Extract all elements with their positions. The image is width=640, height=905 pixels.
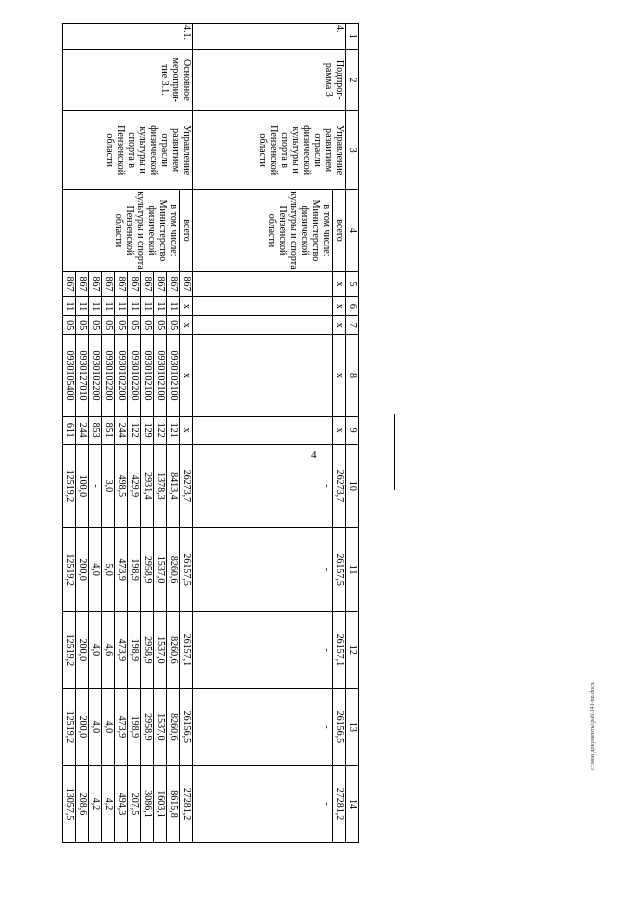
row-41-total-c6: x [180, 297, 193, 316]
sub-4-c8: 0930102200 [128, 335, 141, 416]
sub-3-c9: 129 [141, 416, 154, 444]
header-col-14: 14 [346, 765, 359, 842]
sub-9-c12: 12519,2 [63, 611, 76, 688]
sub-9-c13: 12519,2 [63, 688, 76, 765]
sub-4-c14: 207,5 [128, 765, 141, 842]
sub-1-c8: 0930102100 [167, 335, 180, 416]
row-41-total-c11: 26157,5 [180, 528, 193, 612]
sub-7-c7: 05 [89, 316, 102, 335]
row-4-sub-c11: - [193, 528, 333, 612]
row-41-total-c10: 26273,7 [180, 444, 193, 528]
sub-6-c5: 867 [102, 271, 115, 297]
row-4-sub-c10: - [193, 444, 333, 528]
sub-7-c9: 853 [89, 416, 102, 444]
sub-2-c5: 867 [154, 271, 167, 297]
header-col-11: 11 [346, 528, 359, 612]
sub-1-c5: 867 [167, 271, 180, 297]
sub-5-c11: 473,9 [115, 528, 128, 612]
sub-7-c11: 4,0 [89, 528, 102, 612]
row-4-sub-c9 [193, 416, 333, 444]
sub-6-c9: 851 [102, 416, 115, 444]
sub-4-c12: 198,9 [128, 611, 141, 688]
sub-3-c10: 2931,4 [141, 444, 154, 528]
row-4-including-label: в том числе: Министерство физической культуры и спорта Пензенской области [193, 190, 333, 271]
row-41-total-c8: x [180, 335, 193, 416]
row-4-total [333, 24, 346, 843]
sub-8-c5: 867 [76, 271, 89, 297]
sub-3-c14: 3086,1 [141, 765, 154, 842]
row-4-sub-c5 [193, 271, 333, 297]
sub-7-c14: 4,2 [89, 765, 102, 842]
sub-6-c10: 3,0 [102, 444, 115, 528]
row-4-sub-c6 [193, 297, 333, 316]
sub-8-c12: 200,0 [76, 611, 89, 688]
header-col-6: 6 [346, 297, 359, 316]
row-4-c12: 26157,1 [333, 611, 346, 688]
sub-8-c9: 244 [76, 416, 89, 444]
row-4-sub-c7 [193, 316, 333, 335]
header-col-12: 12 [346, 611, 359, 688]
sub-2-c7: 05 [154, 316, 167, 335]
sub-6-c12: 4,6 [102, 611, 115, 688]
sub-7-c12: 4,0 [89, 611, 102, 688]
row-41-total [180, 24, 193, 843]
sub-8-c7: 05 [76, 316, 89, 335]
sub-1-c7: 05 [167, 316, 180, 335]
sub-1-c10: 8413,4 [167, 444, 180, 528]
row-41-total-c13: 26156,5 [180, 688, 193, 765]
row-4-c9: x [333, 416, 346, 444]
sub-4-c6: 11 [128, 297, 141, 316]
row-41-total-c9: x [180, 416, 193, 444]
sub-5-c12: 473,9 [115, 611, 128, 688]
sub-2-c9: 122 [154, 416, 167, 444]
sub-6-c11: 5,0 [102, 528, 115, 612]
sub-1-c12: 8260,6 [167, 611, 180, 688]
sub-7-c10: - [89, 444, 102, 528]
sub-8-c11: 200,0 [76, 528, 89, 612]
sub-9-c11: 12519,2 [63, 528, 76, 612]
page-number: 4 [311, 449, 317, 461]
sub-5-c9: 244 [115, 416, 128, 444]
row-4-sub-c8 [193, 335, 333, 416]
row-4-all-label: всего [333, 190, 346, 271]
sub-3-c7: 05 [141, 316, 154, 335]
row-41-number: 4.1. [63, 24, 193, 50]
sub-1-c14: 8615,8 [167, 765, 180, 842]
sub-5-c6: 11 [115, 297, 128, 316]
sub-4-c9: 122 [128, 416, 141, 444]
row-4-number: 4. [193, 24, 346, 50]
sub-8-c13: 200,0 [76, 688, 89, 765]
sub-6-c14: 4,2 [102, 765, 115, 842]
header-col-13: 13 [346, 688, 359, 765]
sub-1-c6: 11 [167, 297, 180, 316]
sub-5-c10: 498,5 [115, 444, 128, 528]
sub-4-c11: 198,9 [128, 528, 141, 612]
sub-4-c7: 05 [128, 316, 141, 335]
header-col-7: 7 [346, 316, 359, 335]
sub-4-c10: 429,9 [128, 444, 141, 528]
sub-8-c8: 0930127010 [76, 335, 89, 416]
sub-3-c6: 11 [141, 297, 154, 316]
sub-9-c14: 13057,5 [63, 765, 76, 842]
divider-line [394, 414, 395, 490]
row-4-c7: x [333, 316, 346, 335]
sub-7-c8: 0930102200 [89, 335, 102, 416]
sub-3-c13: 2958,9 [141, 688, 154, 765]
sub-2-c6: 11 [154, 297, 167, 316]
sub-2-c8: 0930102100 [154, 335, 167, 416]
sub-5-c14: 494,3 [115, 765, 128, 842]
budget-table-rotated [62, 23, 359, 843]
sub-9-c9: 611 [63, 416, 76, 444]
sub-6-c7: 05 [102, 316, 115, 335]
sub-9-c8: 0930105400 [63, 335, 76, 416]
row-4-sub-c13: - [193, 688, 333, 765]
row-4-c10: 26273,7 [333, 444, 346, 528]
sub-2-c10: 1378,3 [154, 444, 167, 528]
sub-1-c9: 121 [167, 416, 180, 444]
budget-table [62, 23, 359, 843]
header-col-9: 9 [346, 416, 359, 444]
row-41-including-label: в том числе: Министерство физической культуры и спорта Пензенской области [63, 190, 180, 271]
sub-7-c13: 4,0 [89, 688, 102, 765]
header-col-5: 5 [346, 271, 359, 297]
sub-1-c13: 8260,6 [167, 688, 180, 765]
header-col-4: 4 [346, 190, 359, 271]
row-4-c14: 27281,2 [333, 765, 346, 842]
sub-4-c5: 867 [128, 271, 141, 297]
sub-8-c14: 208,6 [76, 765, 89, 842]
sub-6-c8: 0930102200 [102, 335, 115, 416]
sub-5-c13: 473,9 [115, 688, 128, 765]
header-col-8: 8 [346, 335, 359, 416]
sub-1-c11: 8260,6 [167, 528, 180, 612]
row-4-responsible: Управление развитием отрасли физической культуры и спорта в Пензенской области [193, 111, 346, 190]
sub-2-c11: 1537,0 [154, 528, 167, 612]
row-4-c13: 26156,5 [333, 688, 346, 765]
row-41-all-label: всего [180, 190, 193, 271]
row-4-c8: x [333, 335, 346, 416]
sub-3-c12: 2958,9 [141, 611, 154, 688]
sub-2-c14: 1603,1 [154, 765, 167, 842]
footer-file-path: c:\мои документы\ра6\141-nn.docx [590, 682, 596, 770]
sub-9-c10: 12519,2 [63, 444, 76, 528]
sub-7-c6: 11 [89, 297, 102, 316]
row-4-sub-c14: - [193, 765, 333, 842]
sub-7-c5: 867 [89, 271, 102, 297]
sub-2-c13: 1537,0 [154, 688, 167, 765]
sub-9-c7: 05 [63, 316, 76, 335]
sub-8-c6: 11 [76, 297, 89, 316]
sub-2-c12: 1537,0 [154, 611, 167, 688]
sub-6-c6: 11 [102, 297, 115, 316]
sub-5-c5: 867 [115, 271, 128, 297]
header-col-2: 2 [346, 49, 359, 110]
row-4-name: Подпрог-рамма 3 [193, 49, 346, 110]
row-41-total-c12: 26157,1 [180, 611, 193, 688]
row-41-total-c5: 867 [180, 271, 193, 297]
header-col-3: 3 [346, 111, 359, 190]
sub-8-c10: 100,0 [76, 444, 89, 528]
sub-3-c11: 2958,9 [141, 528, 154, 612]
row-4-c11: 26157,5 [333, 528, 346, 612]
row-4-sub-c12: - [193, 611, 333, 688]
row-41-total-c7: x [180, 316, 193, 335]
sub-6-c13: 4,0 [102, 688, 115, 765]
sub-3-c8: 0930102100 [141, 335, 154, 416]
header-col-10: 10 [346, 444, 359, 528]
header-col-1: 1 [346, 24, 359, 50]
row-4-c5: x [333, 271, 346, 297]
row-41-name: Основное мероприя-тие 3.1. [63, 49, 193, 110]
sub-3-c5: 867 [141, 271, 154, 297]
row-41-responsible: Управление развитием отрасли физической культуры и спорта в Пензенской области [63, 111, 193, 190]
sub-5-c8: 0930102200 [115, 335, 128, 416]
sub-9-c6: 11 [63, 297, 76, 316]
header-row [346, 24, 359, 843]
sub-5-c7: 05 [115, 316, 128, 335]
row-4-c6: x [333, 297, 346, 316]
sub-4-c13: 198,9 [128, 688, 141, 765]
sub-9-c5: 867 [63, 271, 76, 297]
row-41-total-c14: 27281,2 [180, 765, 193, 842]
